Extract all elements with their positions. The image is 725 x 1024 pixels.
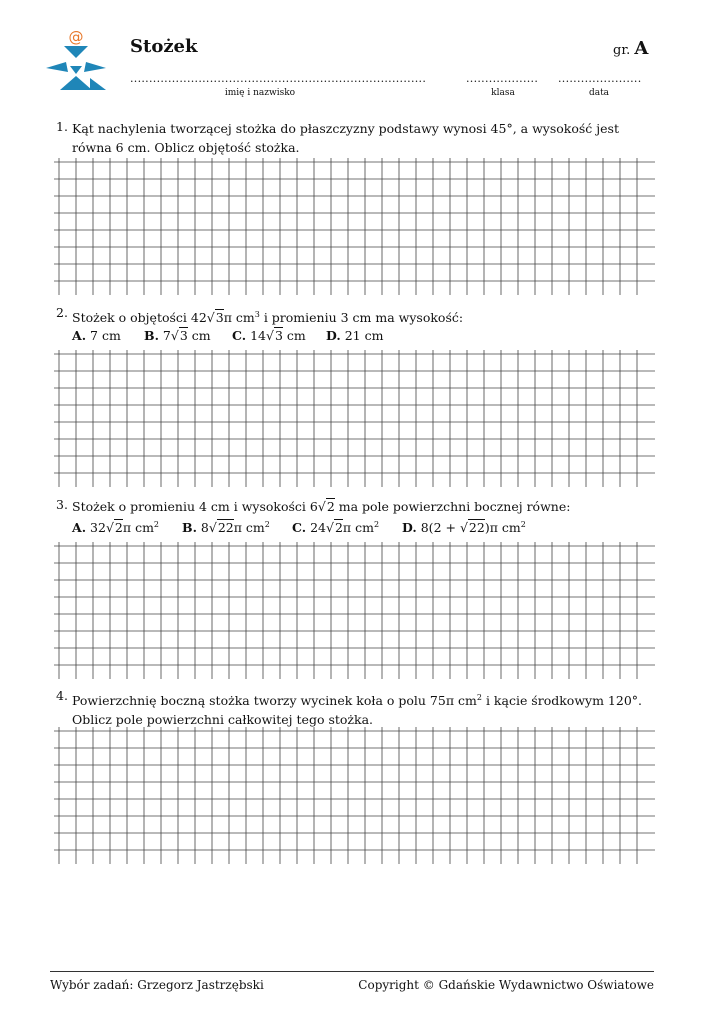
footer-author: Wybór zadań: Grzegorz Jastrzębski [50, 978, 264, 992]
task-text: Stożek o objętości 42√3π $cm^3$ i promieniu 3 cm ma wysokość: [72, 310, 464, 326]
group-letter: A [634, 38, 649, 59]
page-title: Stożek [130, 36, 198, 57]
name-field-line: .............................................................................. [130, 72, 427, 85]
answer-option-a[interactable]: A. 7 cm [72, 328, 121, 343]
answer-option-c[interactable]: C. 14√3 cm [232, 328, 306, 343]
task-number: 4. [56, 688, 68, 703]
answer-grid[interactable] [54, 727, 655, 864]
answer-option-b[interactable]: B. 8√22π $cm^2$ [182, 520, 270, 536]
answer-option-a[interactable]: A. 32√2π $cm^2$ [72, 520, 160, 536]
task-text: Kąt nachylenia tworzącej stożka do płaszczyzny podstawy wynosi 45°, a wysokość jest równa 6 cm. Oblicz objętość stożka. [72, 121, 619, 155]
date-field-label: data [588, 88, 610, 98]
task-number: 1. [56, 119, 68, 134]
answer-option-d[interactable]: D. 21 cm [326, 328, 384, 343]
task-number: 2. [56, 305, 68, 320]
task-number: 3. [56, 497, 68, 512]
task-text: Powierzchnię boczną stożka tworzy wycinek koła o polu 75π $cm^2$ i kącie środkowym 120°. Oblicz pole powierzchni całkowitej tego stożka. [72, 693, 642, 728]
answer-options [72, 328, 652, 346]
answer-option-b[interactable]: B. 7√3 cm [144, 328, 211, 343]
answer-grid[interactable] [54, 350, 655, 487]
group-prefix: gr. [613, 43, 631, 58]
footer-copyright: Copyright © Gdańskie Wydawnictwo Oświatowe [358, 978, 654, 992]
class-field-line: ................... [466, 72, 539, 85]
task-text: Stożek o promieniu 4 cm i wysokości 6√2 ma pole powierzchni bocznej równe: [72, 499, 571, 514]
answer-grid[interactable] [54, 542, 655, 679]
answer-option-d[interactable]: D. 8(2 + √22)π $cm^2$ [402, 520, 526, 536]
date-field-line: ...................... [558, 72, 642, 85]
class-field-label: klasa [491, 88, 515, 98]
publisher-logo [44, 28, 108, 92]
answer-grid[interactable] [54, 158, 655, 295]
answer-options [72, 520, 652, 538]
name-field-label: imię i nazwisko [224, 88, 296, 98]
group-label [613, 38, 648, 59]
footer-divider [50, 971, 654, 972]
at-sign-icon: @ [68, 28, 84, 46]
answer-option-c[interactable]: C. 24√2π $cm^2$ [292, 520, 380, 536]
